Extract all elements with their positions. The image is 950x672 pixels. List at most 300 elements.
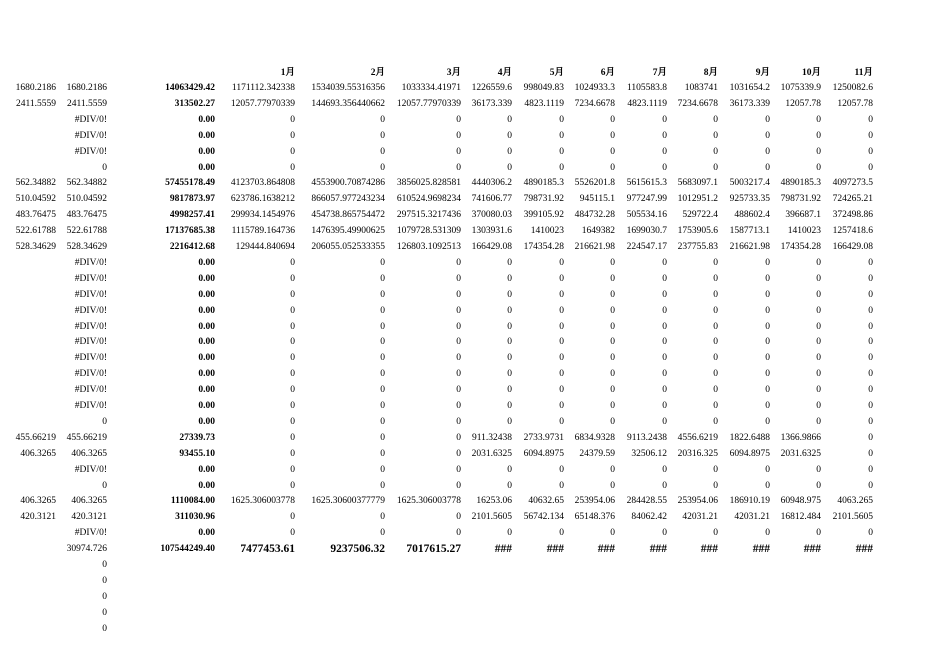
month-header[interactable]: 3月 — [446, 68, 461, 78]
cell-month-value[interactable]: 0 — [380, 114, 385, 125]
cell-col-b[interactable]: #DIV/0! — [74, 257, 107, 268]
cell-month-value[interactable]: 0 — [713, 401, 718, 411]
cell-row-total[interactable]: 0.00 — [198, 353, 215, 364]
cell-month-value[interactable]: 166429.08 — [832, 242, 873, 252]
cell-month-value[interactable]: 284428.55 — [626, 496, 667, 507]
cell-month-value[interactable]: 12057.78 — [785, 98, 821, 109]
cell-month-value[interactable]: 0 — [610, 480, 615, 491]
cell-month-total[interactable]: ### — [803, 543, 821, 556]
cell-col-b[interactable]: #DIV/0! — [74, 401, 107, 411]
cell-month-value[interactable]: 2101.5605 — [832, 512, 873, 523]
cell-month-value[interactable]: 0 — [507, 321, 512, 332]
cell-month-value[interactable]: 741606.77 — [471, 194, 512, 205]
cell-month-value[interactable]: 299934.1454976 — [230, 210, 295, 221]
cell-month-value[interactable]: 0 — [713, 385, 718, 396]
cell-month-value[interactable]: 0 — [765, 416, 770, 427]
cell-month-value[interactable]: 977247.99 — [626, 194, 667, 205]
cell-month-value[interactable]: 0 — [610, 337, 615, 348]
cell-month-value[interactable]: 0 — [765, 146, 770, 157]
cell-month-value[interactable]: 0 — [559, 114, 564, 125]
cell-month-value[interactable]: 0 — [765, 321, 770, 332]
cell-col-b[interactable]: 0 — [102, 607, 107, 618]
cell-month-value[interactable]: 0 — [765, 353, 770, 364]
cell-month-value[interactable]: 2031.6325 — [471, 448, 512, 459]
cell-month-value[interactable]: 1649382 — [581, 226, 615, 237]
cell-month-value[interactable]: 0 — [507, 401, 512, 411]
cell-row-total[interactable]: 0.00 — [198, 130, 215, 141]
cell-month-value[interactable]: 1257418.6 — [832, 226, 873, 237]
cell-col-b[interactable]: #DIV/0! — [74, 273, 107, 284]
cell-month-value[interactable]: 0 — [290, 337, 295, 348]
cell-month-value[interactable]: 60948.975 — [780, 496, 821, 507]
cell-month-value[interactable]: 0 — [380, 512, 385, 523]
cell-month-value[interactable]: 0 — [610, 321, 615, 332]
cell-month-value[interactable]: 0 — [816, 130, 821, 141]
cell-month-value[interactable]: 0 — [662, 480, 667, 491]
cell-month-value[interactable]: 0 — [290, 353, 295, 364]
cell-month-value[interactable]: 0 — [290, 385, 295, 396]
cell-month-value[interactable]: 0 — [380, 305, 385, 316]
cell-month-value[interactable]: 0 — [713, 528, 718, 539]
cell-col-b[interactable]: #DIV/0! — [74, 464, 107, 475]
cell-month-value[interactable]: 0 — [380, 146, 385, 157]
cell-month-value[interactable]: 20316.325 — [677, 448, 718, 459]
cell-month-value[interactable]: 42031.21 — [682, 512, 718, 523]
cell-month-value[interactable]: 0 — [380, 480, 385, 491]
cell-month-value[interactable]: 0 — [290, 130, 295, 141]
cell-month-value[interactable]: 0 — [290, 432, 295, 443]
cell-month-value[interactable]: 0 — [765, 480, 770, 491]
cell-month-value[interactable]: 0 — [559, 273, 564, 284]
cell-month-value[interactable]: 0 — [290, 257, 295, 268]
cell-month-value[interactable]: 0 — [380, 273, 385, 284]
cell-col-b[interactable]: 2411.5559 — [66, 98, 107, 109]
cell-month-value[interactable]: 1410023 — [787, 226, 821, 237]
cell-month-value[interactable]: 0 — [713, 162, 718, 173]
cell-month-value[interactable]: 0 — [868, 257, 873, 268]
month-header[interactable]: 9月 — [755, 68, 770, 78]
cell-month-value[interactable]: 370080.03 — [471, 210, 512, 221]
cell-month-value[interactable]: 7234.6678 — [677, 98, 718, 109]
cell-row-total[interactable]: 313502.27 — [174, 98, 215, 109]
cell-row-total[interactable]: 27339.73 — [179, 432, 215, 443]
cell-month-value[interactable]: 1625.306003778 — [396, 496, 461, 507]
cell-month-value[interactable]: 0 — [456, 337, 461, 348]
cell-month-value[interactable]: 0 — [456, 257, 461, 268]
cell-month-value[interactable]: 0 — [380, 289, 385, 300]
cell-month-value[interactable]: 0 — [713, 321, 718, 332]
cell-month-value[interactable]: 0 — [816, 305, 821, 316]
cell-col-b[interactable]: 562.34882 — [66, 178, 107, 189]
cell-month-value[interactable]: 12057.77970339 — [396, 98, 461, 109]
cell-month-value[interactable]: 253954.06 — [677, 496, 718, 507]
cell-col-b[interactable]: 510.04592 — [66, 194, 107, 205]
cell-month-value[interactable]: 0 — [559, 321, 564, 332]
cell-month-value[interactable]: 0 — [816, 480, 821, 491]
cell-month-value[interactable]: 1822.6488 — [729, 432, 770, 443]
cell-month-value[interactable]: 0 — [868, 130, 873, 141]
cell-month-value[interactable]: 1024933.3 — [574, 83, 615, 93]
cell-col-b[interactable]: 0 — [102, 162, 107, 173]
month-header[interactable]: 4月 — [497, 68, 512, 78]
cell-month-total[interactable]: 9237506.32 — [330, 543, 385, 556]
cell-month-value[interactable]: 0 — [559, 289, 564, 300]
cell-month-value[interactable]: 1031654.2 — [729, 83, 770, 93]
cell-month-value[interactable]: 0 — [713, 305, 718, 316]
cell-month-value[interactable]: 237755.83 — [677, 242, 718, 252]
cell-month-value[interactable]: 0 — [713, 369, 718, 380]
cell-month-value[interactable]: 0 — [559, 257, 564, 268]
cell-month-value[interactable]: 484732.28 — [574, 210, 615, 221]
cell-col-a[interactable]: 406.3265 — [20, 448, 56, 459]
cell-month-value[interactable]: 0 — [713, 130, 718, 141]
cell-month-value[interactable]: 0 — [456, 464, 461, 475]
cell-row-total[interactable]: 4998257.41 — [169, 210, 215, 221]
cell-month-value[interactable]: 0 — [868, 528, 873, 539]
cell-col-b[interactable]: #DIV/0! — [74, 369, 107, 380]
cell-month-value[interactable]: 0 — [290, 401, 295, 411]
cell-month-value[interactable]: 0 — [507, 528, 512, 539]
cell-col-b[interactable]: 1680.2186 — [66, 83, 107, 93]
cell-month-value[interactable]: 0 — [456, 448, 461, 459]
cell-month-value[interactable]: 297515.3217436 — [396, 210, 461, 221]
cell-month-value[interactable]: 0 — [816, 321, 821, 332]
cell-month-value[interactable]: 0 — [456, 369, 461, 380]
cell-month-value[interactable]: 126803.1092513 — [396, 242, 461, 252]
cell-month-value[interactable]: 0 — [662, 114, 667, 125]
cell-month-value[interactable]: 1012951.2 — [677, 194, 718, 205]
cell-month-value[interactable]: 0 — [610, 146, 615, 157]
cell-col-b[interactable]: #DIV/0! — [74, 146, 107, 157]
cell-month-value[interactable]: 3856025.828581 — [396, 178, 461, 189]
cell-month-value[interactable]: 0 — [507, 369, 512, 380]
cell-month-value[interactable]: 0 — [662, 337, 667, 348]
cell-month-value[interactable]: 0 — [662, 273, 667, 284]
cell-month-value[interactable]: 0 — [290, 305, 295, 316]
cell-month-value[interactable]: 0 — [868, 353, 873, 364]
cell-row-total[interactable]: 0.00 — [198, 146, 215, 157]
cell-month-value[interactable]: 4063.265 — [837, 496, 873, 507]
cell-month-total[interactable]: ### — [855, 543, 873, 556]
month-header[interactable]: 8月 — [703, 68, 718, 78]
cell-month-value[interactable]: 0 — [559, 146, 564, 157]
cell-col-b[interactable]: 406.3265 — [71, 448, 107, 459]
cell-col-b[interactable]: 528.34629 — [66, 242, 107, 252]
cell-month-value[interactable]: 0 — [765, 464, 770, 475]
cell-month-value[interactable]: 0 — [816, 464, 821, 475]
cell-col-b[interactable]: #DIV/0! — [74, 289, 107, 300]
cell-col-a[interactable]: 528.34629 — [15, 242, 56, 252]
cell-month-value[interactable]: 0 — [816, 146, 821, 157]
cell-month-value[interactable]: 610524.9698234 — [396, 194, 461, 205]
cell-month-value[interactable]: 216621.98 — [574, 242, 615, 252]
cell-col-b[interactable]: 0 — [102, 575, 107, 586]
cell-month-value[interactable]: 4556.6219 — [677, 432, 718, 443]
cell-month-value[interactable]: 42031.21 — [734, 512, 770, 523]
cell-month-value[interactable]: 0 — [507, 480, 512, 491]
cell-month-value[interactable]: 0 — [507, 289, 512, 300]
cell-col-b[interactable]: 0 — [102, 591, 107, 602]
cell-month-value[interactable]: 0 — [610, 369, 615, 380]
cell-month-value[interactable]: 0 — [868, 162, 873, 173]
cell-month-value[interactable]: 0 — [765, 528, 770, 539]
cell-month-value[interactable]: 1625.30600377779 — [311, 496, 385, 507]
cell-month-value[interactable]: 4890185.3 — [523, 178, 564, 189]
cell-col-b[interactable]: 0 — [102, 560, 107, 570]
cell-row-total[interactable]: 0.00 — [198, 305, 215, 316]
cell-month-value[interactable]: 1303931.6 — [471, 226, 512, 237]
cell-row-total[interactable]: 93455.10 — [179, 448, 215, 459]
cell-month-value[interactable]: 866057.977243234 — [311, 194, 385, 205]
cell-month-value[interactable]: 0 — [610, 114, 615, 125]
cell-month-value[interactable]: 0 — [868, 337, 873, 348]
cell-month-value[interactable]: 0 — [559, 385, 564, 396]
cell-month-value[interactable]: 0 — [868, 464, 873, 475]
cell-month-value[interactable]: 0 — [456, 305, 461, 316]
cell-month-value[interactable]: 0 — [765, 257, 770, 268]
cell-row-total[interactable]: 0.00 — [198, 273, 215, 284]
cell-col-b[interactable]: 406.3265 — [71, 496, 107, 507]
cell-month-value[interactable]: 0 — [610, 273, 615, 284]
cell-month-value[interactable]: 166429.08 — [471, 242, 512, 252]
cell-month-value[interactable]: 0 — [559, 401, 564, 411]
cell-month-value[interactable]: 0 — [559, 162, 564, 173]
cell-row-total[interactable]: 0.00 — [198, 257, 215, 268]
cell-month-value[interactable]: 0 — [380, 130, 385, 141]
cell-month-value[interactable]: 2031.6325 — [780, 448, 821, 459]
cell-month-value[interactable]: 0 — [610, 464, 615, 475]
cell-month-value[interactable]: 0 — [290, 512, 295, 523]
cell-month-value[interactable]: 0 — [765, 289, 770, 300]
cell-month-value[interactable]: 36173.339 — [729, 98, 770, 109]
cell-month-value[interactable]: 0 — [456, 130, 461, 141]
cell-month-value[interactable]: 0 — [456, 416, 461, 427]
cell-month-value[interactable]: 216621.98 — [729, 242, 770, 252]
cell-month-value[interactable]: 144693.356440662 — [311, 98, 385, 109]
cell-month-value[interactable]: 0 — [713, 353, 718, 364]
cell-col-a[interactable]: 522.61788 — [15, 226, 56, 237]
month-header[interactable]: 6月 — [600, 68, 615, 78]
cell-month-value[interactable]: 0 — [816, 257, 821, 268]
cell-month-value[interactable]: 0 — [713, 114, 718, 125]
cell-month-value[interactable]: 0 — [507, 337, 512, 348]
cell-month-value[interactable]: 0 — [662, 146, 667, 157]
cell-row-total[interactable]: 17137685.38 — [165, 226, 215, 237]
cell-col-b[interactable]: #DIV/0! — [74, 353, 107, 364]
cell-month-value[interactable]: 0 — [456, 162, 461, 173]
cell-month-value[interactable]: 0 — [713, 337, 718, 348]
cell-month-value[interactable]: 1753905.6 — [677, 226, 718, 237]
month-header[interactable]: 1月 — [280, 68, 295, 78]
cell-month-value[interactable]: 0 — [868, 305, 873, 316]
cell-month-value[interactable]: 0 — [610, 289, 615, 300]
cell-month-value[interactable]: 399105.92 — [523, 210, 564, 221]
cell-month-value[interactable]: 40632.65 — [528, 496, 564, 507]
cell-month-value[interactable]: 5615615.3 — [626, 178, 667, 189]
cell-month-value[interactable]: 0 — [662, 353, 667, 364]
cell-month-value[interactable]: 1226559.6 — [471, 83, 512, 93]
cell-month-value[interactable]: 0 — [456, 289, 461, 300]
cell-month-value[interactable]: 5526201.8 — [574, 178, 615, 189]
cell-month-value[interactable]: 0 — [290, 114, 295, 125]
cell-month-value[interactable]: 0 — [713, 480, 718, 491]
cell-month-value[interactable]: 998049.83 — [523, 83, 564, 93]
cell-month-value[interactable]: 206055.052533355 — [311, 242, 385, 252]
cell-month-value[interactable]: 0 — [662, 162, 667, 173]
cell-month-value[interactable]: 0 — [662, 289, 667, 300]
cell-month-value[interactable]: 0 — [507, 162, 512, 173]
cell-month-value[interactable]: 0 — [610, 305, 615, 316]
cell-month-value[interactable]: 56742.134 — [523, 512, 564, 523]
cell-month-value[interactable]: 0 — [816, 416, 821, 427]
cell-month-value[interactable]: 174354.28 — [523, 242, 564, 252]
cell-month-value[interactable]: 7234.6678 — [574, 98, 615, 109]
cell-month-value[interactable]: 0 — [816, 401, 821, 411]
cell-row-total[interactable]: 57455178.49 — [165, 178, 215, 189]
cell-col-a[interactable]: 2411.5559 — [15, 98, 56, 109]
cell-month-value[interactable]: 65148.376 — [574, 512, 615, 523]
cell-month-value[interactable]: 0 — [380, 353, 385, 364]
cell-row-total[interactable]: 2216412.68 — [169, 242, 215, 252]
cell-month-value[interactable]: 396687.1 — [785, 210, 821, 221]
cell-month-value[interactable]: 0 — [816, 353, 821, 364]
cell-month-value[interactable]: 4123703.864808 — [230, 178, 295, 189]
cell-month-value[interactable]: 0 — [662, 385, 667, 396]
cell-month-value[interactable]: 0 — [456, 146, 461, 157]
cell-month-value[interactable]: 1083741 — [684, 83, 718, 93]
cell-month-value[interactable]: 0 — [610, 528, 615, 539]
cell-month-total[interactable]: ### — [597, 543, 615, 556]
cell-month-value[interactable]: 1587713.1 — [729, 226, 770, 237]
cell-month-value[interactable]: 0 — [290, 146, 295, 157]
cell-month-value[interactable]: 0 — [662, 528, 667, 539]
cell-month-value[interactable]: 0 — [380, 162, 385, 173]
cell-month-value[interactable]: 0 — [816, 289, 821, 300]
cell-month-value[interactable]: 0 — [290, 464, 295, 475]
cell-month-value[interactable]: 0 — [713, 464, 718, 475]
cell-month-value[interactable]: 0 — [456, 432, 461, 443]
cell-month-value[interactable]: 0 — [816, 114, 821, 125]
cell-month-value[interactable]: 0 — [868, 273, 873, 284]
cell-month-value[interactable]: 0 — [380, 401, 385, 411]
cell-row-total[interactable]: 311030.96 — [175, 512, 215, 523]
cell-month-value[interactable]: 0 — [456, 512, 461, 523]
cell-month-value[interactable]: 0 — [456, 528, 461, 539]
cell-col-b-total[interactable]: 30974.726 — [66, 544, 107, 555]
month-header[interactable]: 5月 — [549, 68, 564, 78]
cell-month-value[interactable]: 0 — [868, 114, 873, 125]
cell-month-value[interactable]: 0 — [713, 273, 718, 284]
cell-month-value[interactable]: 0 — [816, 385, 821, 396]
cell-row-total[interactable]: 0.00 — [198, 162, 215, 173]
cell-month-value[interactable]: 0 — [456, 385, 461, 396]
cell-month-value[interactable]: 1105583.8 — [626, 83, 667, 93]
cell-month-value[interactable]: 0 — [559, 528, 564, 539]
cell-col-a[interactable]: 420.3121 — [20, 512, 56, 523]
cell-col-a[interactable]: 455.66219 — [15, 432, 56, 443]
cell-month-value[interactable]: 529722.4 — [682, 210, 718, 221]
cell-month-value[interactable]: 129444.840694 — [235, 242, 295, 252]
cell-month-value[interactable]: 0 — [713, 416, 718, 427]
cell-month-value[interactable]: 4553900.70874286 — [311, 178, 385, 189]
cell-col-a[interactable]: 1680.2186 — [15, 83, 56, 93]
cell-month-value[interactable]: 0 — [662, 321, 667, 332]
cell-month-value[interactable]: 0 — [380, 528, 385, 539]
cell-month-value[interactable]: 0 — [765, 401, 770, 411]
cell-month-value[interactable]: 0 — [290, 321, 295, 332]
cell-col-b[interactable]: #DIV/0! — [74, 305, 107, 316]
cell-month-value[interactable]: 5003217.4 — [729, 178, 770, 189]
cell-month-value[interactable]: 0 — [290, 448, 295, 459]
cell-month-value[interactable]: 12057.78 — [837, 98, 873, 109]
cell-month-value[interactable]: 4097273.5 — [832, 178, 873, 189]
cell-month-value[interactable]: 174354.28 — [780, 242, 821, 252]
cell-month-value[interactable]: 0 — [868, 416, 873, 427]
cell-month-value[interactable]: 4823.1119 — [627, 98, 667, 109]
cell-month-value[interactable]: 0 — [507, 146, 512, 157]
cell-month-value[interactable]: 0 — [507, 130, 512, 141]
cell-month-value[interactable]: 4440306.2 — [471, 178, 512, 189]
cell-month-value[interactable]: 0 — [559, 305, 564, 316]
cell-col-b[interactable]: 455.66219 — [66, 432, 107, 443]
cell-row-total[interactable]: 9817873.97 — [169, 194, 215, 205]
cell-month-value[interactable]: 0 — [868, 480, 873, 491]
cell-month-value[interactable]: 0 — [662, 416, 667, 427]
cell-month-total[interactable]: 7477453.61 — [240, 543, 295, 556]
cell-month-value[interactable]: 454738.865754472 — [311, 210, 385, 221]
cell-month-value[interactable]: 0 — [816, 273, 821, 284]
month-header[interactable]: 7月 — [652, 68, 667, 78]
cell-month-value[interactable]: 0 — [380, 448, 385, 459]
cell-month-value[interactable]: 0 — [290, 369, 295, 380]
cell-month-value[interactable]: 0 — [507, 257, 512, 268]
cell-month-value[interactable]: 224547.17 — [626, 242, 667, 252]
cell-col-a[interactable]: 562.34882 — [15, 178, 56, 189]
month-header[interactable]: 11月 — [854, 68, 873, 78]
cell-month-value[interactable]: 2101.5605 — [471, 512, 512, 523]
cell-month-value[interactable]: 0 — [662, 305, 667, 316]
cell-month-value[interactable]: 0 — [290, 528, 295, 539]
cell-month-value[interactable]: 1699030.7 — [626, 226, 667, 237]
cell-month-value[interactable]: 0 — [507, 464, 512, 475]
cell-month-value[interactable]: 0 — [290, 162, 295, 173]
cell-row-total[interactable]: 0.00 — [198, 480, 215, 491]
cell-row-total[interactable]: 0.00 — [198, 416, 215, 427]
cell-month-value[interactable]: 0 — [507, 416, 512, 427]
cell-month-value[interactable]: 0 — [610, 130, 615, 141]
cell-month-value[interactable]: 0 — [559, 337, 564, 348]
cell-month-total[interactable]: ### — [700, 543, 718, 556]
cell-month-total[interactable]: ### — [546, 543, 564, 556]
cell-month-value[interactable]: 0 — [507, 353, 512, 364]
cell-month-value[interactable]: 911.32438 — [471, 432, 512, 443]
cell-month-value[interactable]: 0 — [559, 369, 564, 380]
cell-month-value[interactable]: 0 — [868, 448, 873, 459]
cell-month-value[interactable]: 0 — [610, 401, 615, 411]
cell-month-value[interactable]: 4823.1119 — [524, 98, 564, 109]
cell-col-b[interactable]: 522.61788 — [66, 226, 107, 237]
cell-month-value[interactable]: 0 — [456, 321, 461, 332]
cell-month-value[interactable]: 1079728.531309 — [396, 226, 461, 237]
cell-month-value[interactable]: 6094.8975 — [523, 448, 564, 459]
cell-month-value[interactable]: 1171112.342338 — [231, 83, 295, 93]
cell-month-value[interactable]: 0 — [380, 385, 385, 396]
cell-month-value[interactable]: 1625.306003778 — [230, 496, 295, 507]
cell-month-value[interactable]: 0 — [816, 369, 821, 380]
cell-col-a[interactable]: 406.3265 — [20, 496, 56, 507]
cell-month-value[interactable]: 0 — [765, 337, 770, 348]
cell-month-value[interactable]: 0 — [380, 257, 385, 268]
